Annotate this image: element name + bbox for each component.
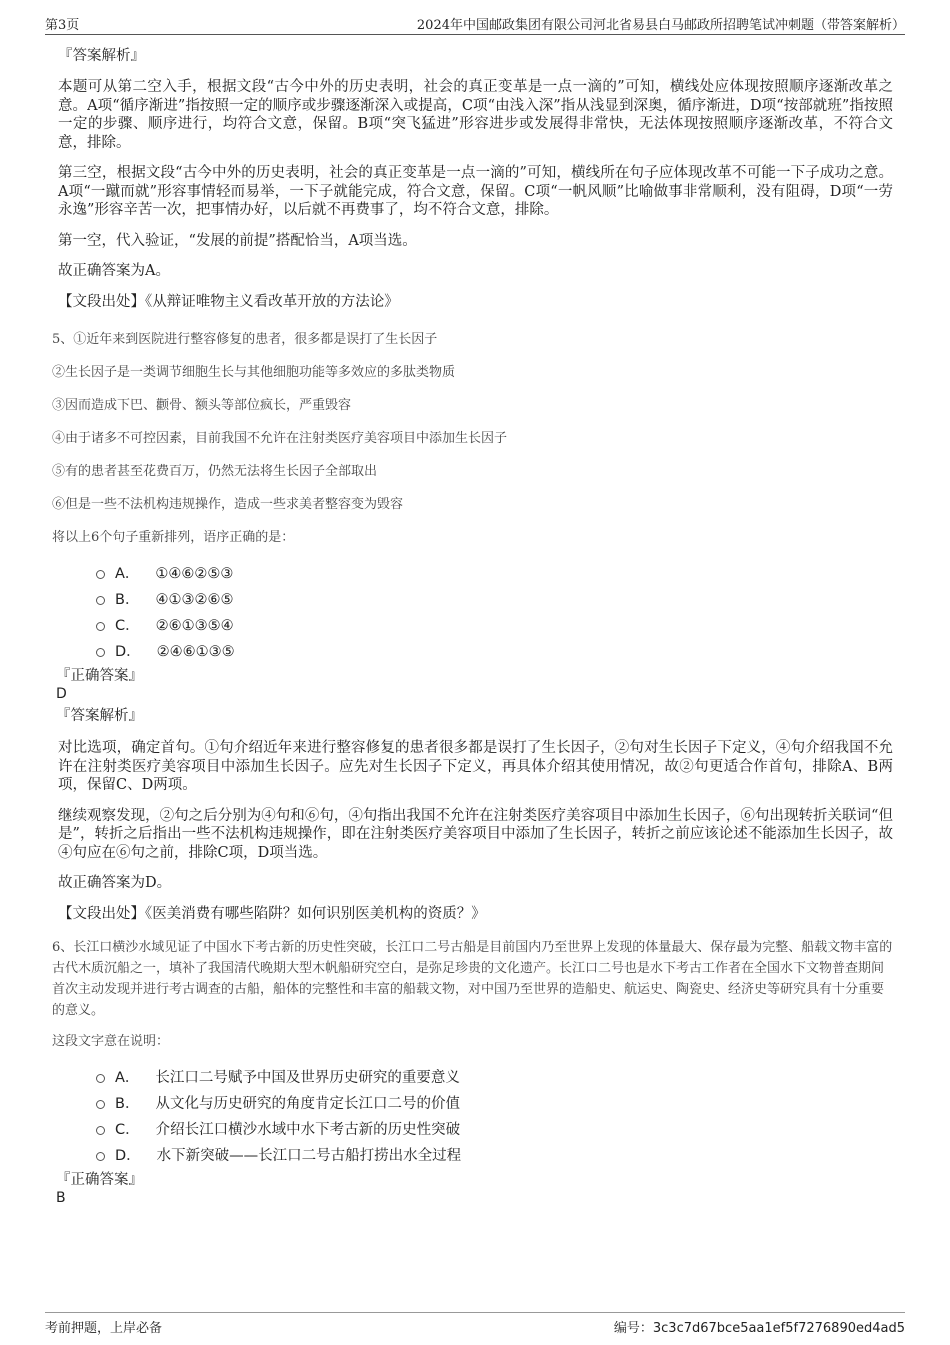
correct-answer-label: 『正确答案』 bbox=[56, 668, 143, 684]
analysis-paragraph: 对比选项，确定首句。①句介绍近年来进行整容修复的患者很多都是误打了生长因子，②句对生长因子下定义，④句介绍我国不允许在注射类医疗美容项目中添加生长因子。应先对生长因子下定义，再具体介绍其使用情况，故②句更适合作首句，排除A、B两项，保留C、D两项。 bbox=[58, 740, 893, 793]
document-code bbox=[614, 1317, 905, 1336]
correct-answer-label: 『正确答案』 bbox=[56, 1172, 143, 1188]
analysis-label: 『答案解析』 bbox=[58, 48, 145, 64]
analysis-paragraph: 继续观察发现，②句之后分别为④句和⑥句，④句指出我国不允许在注射类医疗美容项目中添加生长因子，⑥句出现转折关联词“但是”，转折之后指出一些不法机构违规操作，即在注射类医疗美容项目中添加了生长因子，转折之前应该论述不能添加生长因子，故④句应在⑥句之前，排除C项，D项当选。 bbox=[58, 807, 893, 861]
correct-answer: D bbox=[56, 686, 67, 702]
analysis-paragraph: 故正确答案为A。 bbox=[58, 263, 170, 279]
option-a[interactable]: A． 长江口二号赋予中国及世界历史研究的重要意义 bbox=[96, 1065, 893, 1091]
radio-icon[interactable] bbox=[96, 1126, 105, 1135]
question-sentence: ⑤有的患者甚至花费百万，仍然无法将生长因子全部取出 bbox=[52, 464, 378, 479]
analysis-paragraph: 故正确答案为D。 bbox=[58, 875, 172, 891]
question-6-options bbox=[96, 1065, 893, 1169]
option-b[interactable]: B． 从文化与历史研究的角度肯定长江口二号的价值 bbox=[96, 1091, 893, 1117]
question-5-options bbox=[96, 561, 893, 665]
source-citation: 【文段出处】《从辩证唯物主义看改革开放的方法论》 bbox=[58, 293, 399, 310]
analysis-label: 『答案解析』 bbox=[56, 708, 143, 724]
option-c[interactable]: C． ②⑥①③⑤④ bbox=[96, 613, 893, 639]
question-sentence: ④由于诸多不可控因素，目前我国不允许在注射类医疗美容项目中添加生长因子 bbox=[52, 431, 508, 446]
radio-icon[interactable] bbox=[96, 1100, 105, 1109]
document-title: 2024年中国邮政集团有限公司河北省易县白马邮政所招聘笔试冲刺题（带答案解析） bbox=[416, 18, 905, 33]
question-sentence: ③因而造成下巴、颧骨、额头等部位疯长，严重毁容 bbox=[52, 398, 352, 413]
code-value: 3c3c7d67bce5aa1ef5f7276890ed4ad5 bbox=[652, 1321, 905, 1336]
option-b[interactable]: B． ④①③②⑥⑤ bbox=[96, 587, 893, 613]
radio-icon[interactable] bbox=[96, 596, 105, 605]
radio-icon[interactable] bbox=[96, 648, 105, 657]
source-citation: 【文段出处】《医美消费有哪些陷阱？如何识别医美机构的资质？》 bbox=[58, 905, 486, 922]
analysis-paragraph: 第一空，代入验证，“发展的前提”搭配恰当，A项当选。 bbox=[58, 232, 417, 249]
analysis-paragraph: 第三空，根据文段“古今中外的历史表明，社会的真正变革是一点一滴的”可知，横线所在句子应体现改革不可能一下子成功之意。A项“一蹴而就”形容事情轻而易举，一下子就能完成，符合文意，保留。C项“一帆风顺”比喻做事非常顺利，没有阻碍，D项“一劳永逸”形容辛苦一次，把事情办好，以后就不再费事了，均不符合文意，排除。 bbox=[58, 165, 893, 218]
option-c[interactable]: C． 介绍长江口横沙水域中水下考古新的历史性突破 bbox=[96, 1117, 893, 1143]
page-footer bbox=[45, 1312, 905, 1336]
radio-icon[interactable] bbox=[96, 570, 105, 579]
radio-icon[interactable] bbox=[96, 1152, 105, 1161]
option-d[interactable]: D． ②④⑥①③⑤ bbox=[96, 639, 893, 665]
correct-answer: B bbox=[56, 1190, 66, 1206]
question-5-stem: 5、①近年来到医院进行整容修复的患者，很多都是误打了生长因子 bbox=[52, 332, 438, 347]
question-sentence: ⑥但是一些不法机构违规操作，造成一些求美者整容变为毁容 bbox=[52, 497, 404, 512]
question-prompt: 将以上6个句子重新排列，语序正确的是： bbox=[52, 530, 295, 545]
option-a[interactable]: A． ①④⑥②⑤③ bbox=[96, 561, 893, 587]
question-sentence: ②生长因子是一类调节细胞生长与其他细胞功能等多效应的多肽类物质 bbox=[52, 365, 456, 380]
page-header bbox=[45, 14, 905, 35]
radio-icon[interactable] bbox=[96, 1074, 105, 1083]
question-prompt: 这段文字意在说明： bbox=[52, 1034, 170, 1049]
radio-icon[interactable] bbox=[96, 622, 105, 631]
question-6-stem: 6、长江口横沙水域见证了中国水下考古新的历史性突破，长江口二号古船是目前国内乃至世界上发现的体量最大、保存最为完整、船载文物丰富的古代木质沉船之一，填补了我国清代晚期大型木帆船研究空白，是弥足珍贵的文化遗产。长江口二号也是水下考古工作者在全国水下文物普查期间首次主动发现并进行考古调查的古船，船体的完整性和丰富的船载文物，对中国乃至世界的造船史、航运史、陶瓷史、经济史等研究具有十分重要的意义。 bbox=[52, 940, 893, 1018]
code-label: 编号： bbox=[613, 1321, 653, 1336]
analysis-paragraph: 本题可从第二空入手，根据文段“古今中外的历史表明，社会的真正变革是一点一滴的”可知，横线处应体现按照顺序逐渐改革之意。A项“循序渐进”指按照一定的顺序或步骤逐渐深入或提高，C项“由浅入深”指从浅显到深奥，循序渐进，D项“按部就班”指按照一定的步骤、顺序进行，均符合文意，保留。B项“突飞猛进”形容进步或发展得非常快，无法体现按照顺序逐渐改革，不符合文意，排除。 bbox=[58, 79, 893, 151]
option-d[interactable]: D． 水下新突破——长江口二号古船打捞出水全过程 bbox=[96, 1143, 893, 1169]
page-number: 第3页 bbox=[45, 18, 80, 33]
document-body bbox=[52, 46, 893, 1211]
footer-slogan: 考前押题，上岸必备 bbox=[45, 1321, 163, 1336]
